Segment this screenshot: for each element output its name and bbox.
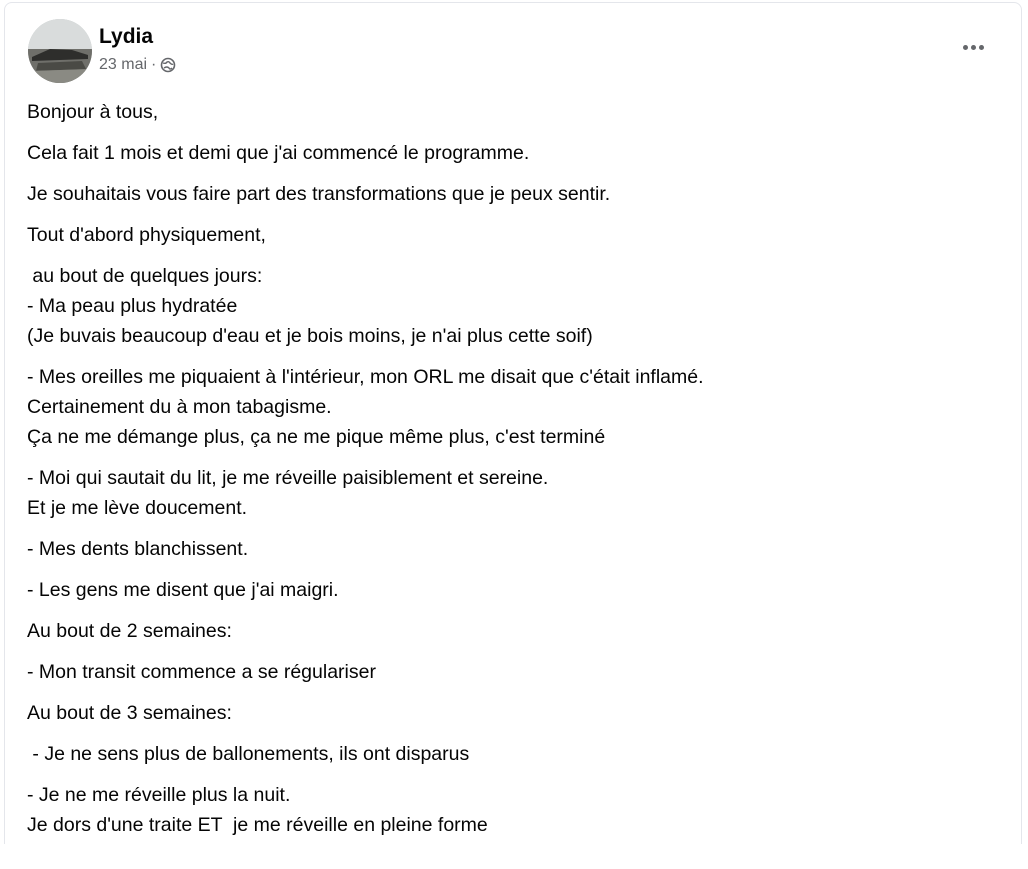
- post-paragraph: [27, 534, 1007, 564]
- post-text-line: - Moi qui sautait du lit, je me réveille paisiblement et sereine.: [27, 467, 549, 489]
- post-paragraph: [27, 97, 1007, 127]
- post-text-line: Je souhaitais vous faire part des transformations que je peux sentir.: [27, 183, 611, 205]
- post-paragraph: [27, 362, 1007, 452]
- post-paragraph: [27, 575, 1007, 605]
- post-text-line: Au bout de 2 semaines:: [27, 620, 232, 642]
- post-meta: [99, 56, 176, 74]
- meta-separator: ·: [151, 56, 157, 73]
- avatar-image: [28, 19, 92, 83]
- post-text-line: - Mon transit commence a se régulariser: [27, 661, 376, 683]
- post-body: [27, 97, 1007, 851]
- post-text-line: Au bout de 3 semaines:: [27, 702, 232, 724]
- post-text-line: Je dors d'une traite ET je me réveille en pleine forme: [27, 814, 488, 836]
- post-paragraph: [27, 780, 1007, 840]
- author-avatar[interactable]: [28, 19, 92, 83]
- post-text-line: Bonjour à tous,: [27, 101, 159, 123]
- post-text-line: (Je buvais beaucoup d'eau et je bois moins, je n'ai plus cette soif): [27, 325, 593, 347]
- post-text-line: - Ma peau plus hydratée: [27, 295, 238, 317]
- post-text-line: au bout de quelques jours:: [27, 265, 263, 287]
- post-paragraph: [27, 179, 1007, 209]
- post-text-line: - Mes dents blanchissent.: [27, 538, 249, 560]
- post-paragraph: [27, 138, 1007, 168]
- post-text-line: - Les gens me disent que j'ai maigri.: [27, 579, 339, 601]
- post-paragraph: [27, 739, 1007, 769]
- more-options-icon[interactable]: [955, 33, 991, 61]
- post-date[interactable]: 23 mai: [99, 56, 148, 73]
- post-paragraph: [27, 698, 1007, 728]
- post-text-line: - Je ne sens plus de ballonements, ils ont disparus: [27, 743, 470, 765]
- post-text-line: - Mes oreilles me piquaient à l'intérieur, mon ORL me disait que c'était inflamé.: [27, 366, 704, 388]
- post-paragraph: [27, 463, 1007, 523]
- globe-icon[interactable]: [160, 57, 176, 73]
- post-text-line: Cela fait 1 mois et demi que j'ai commencé le programme.: [27, 142, 530, 164]
- post-text-line: Tout d'abord physiquement,: [27, 224, 266, 246]
- post-paragraph: [27, 220, 1007, 250]
- post-paragraph: [27, 616, 1007, 646]
- post-card: [4, 2, 1022, 844]
- post-text-line: Certainement du à mon tabagisme.: [27, 396, 332, 418]
- post-paragraph: [27, 261, 1007, 351]
- author-name[interactable]: Lydia: [99, 25, 154, 48]
- post-text-line: Ça ne me démange plus, ça ne me pique même plus, c'est terminé: [27, 426, 606, 448]
- post-paragraph: [27, 657, 1007, 687]
- post-text-line: Et je me lève doucement.: [27, 497, 248, 519]
- post-text-line: - Je ne me réveille plus la nuit.: [27, 784, 291, 806]
